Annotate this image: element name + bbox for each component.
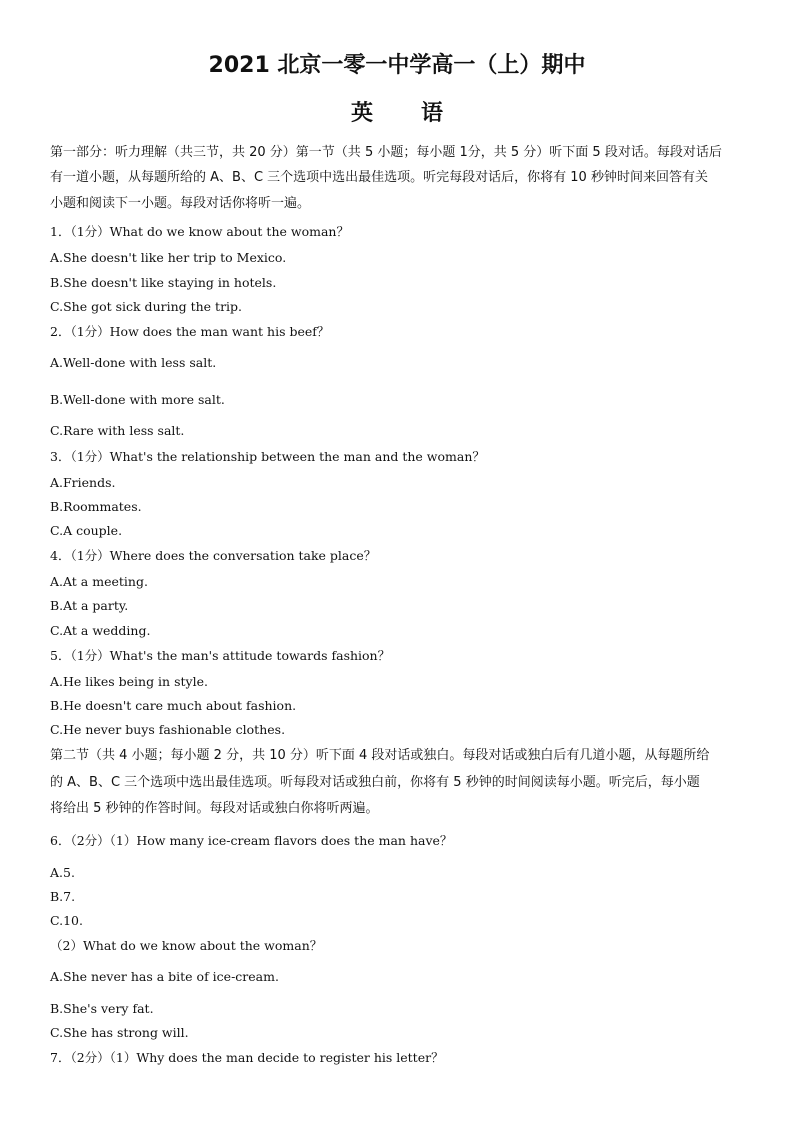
option: C.10. bbox=[50, 913, 83, 928]
option: C.At a wedding. bbox=[50, 623, 151, 638]
subject-title: 英语 bbox=[350, 101, 491, 126]
part2-intro-line: 将给出 5 秒钟的作答时间。每段对话或独白你将听两遍。 bbox=[50, 801, 379, 816]
question-stem: 2．（1分）How does the man want his beef？ bbox=[50, 324, 330, 339]
part1-intro-line: 有一道小题，从每题所给的 A、B、C 三个选项中选出最佳选项。听完每段对话后，你将有 10 秒钟时间来回答有关 bbox=[50, 170, 708, 185]
option: C.A couple. bbox=[50, 523, 123, 538]
page-title: 2021 北京一零一中学高一（上）期中 bbox=[208, 53, 586, 78]
sub-question-stem: （2）What do we know about the woman？ bbox=[50, 938, 323, 953]
part2-intro-line: 第二节（共 4 小题；每小题 2 分，共 10 分）听下面 4 段对话或独白。每段对话或独白后有几道小题，从每题所给 bbox=[50, 748, 710, 763]
option: A.She doesn't like her trip to Mexico. bbox=[50, 250, 287, 265]
option: B.At a party. bbox=[50, 598, 129, 613]
option: C.She got sick during the trip. bbox=[50, 299, 243, 314]
question-stem: 7．（2分）（1）Why does the man decide to register his letter？ bbox=[50, 1050, 444, 1065]
option: B.Roommates. bbox=[50, 499, 142, 514]
option: C.She has strong will. bbox=[50, 1025, 189, 1040]
option: B.He doesn't care much about fashion. bbox=[50, 698, 297, 713]
question-stem: 1．（1分）What do we know about the woman？ bbox=[50, 224, 349, 239]
option: B.She doesn't like staying in hotels. bbox=[50, 275, 277, 290]
option: A.Well-done with less salt. bbox=[50, 355, 217, 370]
option: B.Well-done with more salt. bbox=[50, 392, 225, 407]
question-stem: 3．（1分）What's the relationship between the man and the woman？ bbox=[50, 449, 485, 464]
question-stem: 4．（1分）Where does the conversation take place？ bbox=[50, 548, 377, 563]
option: B.She's very fat. bbox=[50, 1001, 154, 1016]
option: C.Rare with less salt. bbox=[50, 423, 185, 438]
option: A.He likes being in style. bbox=[50, 674, 208, 689]
option: A.5. bbox=[50, 865, 75, 880]
option: A.At a meeting. bbox=[50, 574, 148, 589]
option: A.She never has a bite of ice-cream. bbox=[50, 969, 279, 984]
option: C.He never buys fashionable clothes. bbox=[50, 722, 286, 737]
part2-intro-line: 的 A、B、C 三个选项中选出最佳选项。听每段对话或独白前，你将有 5 秒钟的时间阅读每小题。听完后，每小题 bbox=[50, 775, 700, 790]
question-stem: 5．（1分）What's the man's attitude towards fashion？ bbox=[50, 648, 391, 663]
question-stem: 6．（2分）（1）How many ice-cream flavors does the man have？ bbox=[50, 833, 453, 848]
part1-intro-line: 小题和阅读下一小题。每段对话你将听一遍。 bbox=[50, 196, 311, 211]
option: B.7. bbox=[50, 889, 76, 904]
option: A.Friends. bbox=[50, 475, 116, 490]
part1-intro-line: 第一部分：听力理解（共三节，共 20 分）第一节（共 5 小题；每小题 1分，共 5 分）听下面 5 段对话。每段对话后 bbox=[50, 145, 722, 160]
